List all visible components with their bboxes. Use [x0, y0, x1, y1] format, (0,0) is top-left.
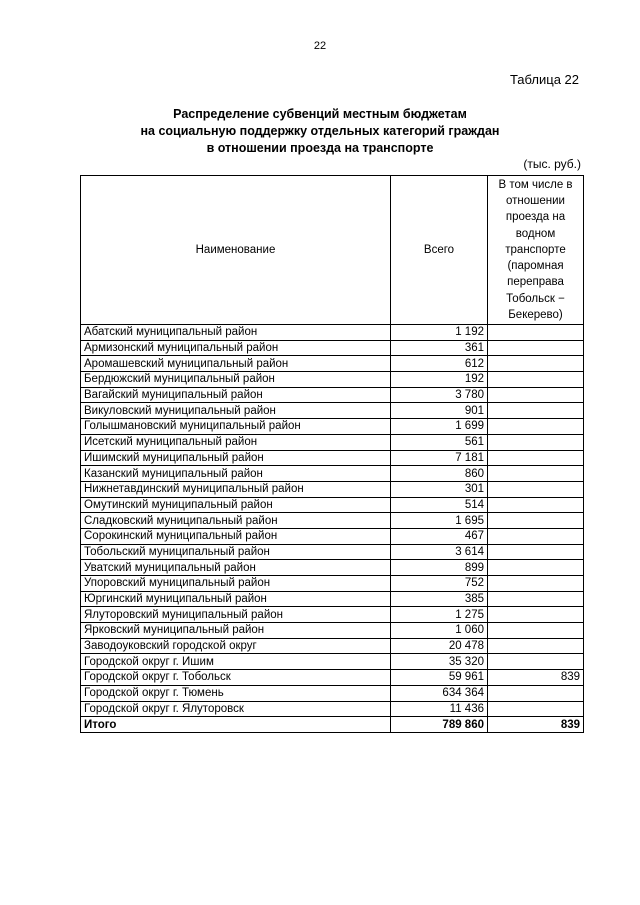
table-row [81, 497, 584, 513]
row-water [488, 607, 584, 623]
row-name: Исетский муниципальный район [81, 434, 391, 450]
table-body [81, 325, 584, 717]
row-total: 860 [391, 466, 488, 482]
row-total: 59 961 [391, 670, 488, 686]
table-row [81, 434, 584, 450]
row-name: Юргинский муниципальный район [81, 591, 391, 607]
row-total: 901 [391, 403, 488, 419]
row-water [488, 340, 584, 356]
row-total: 301 [391, 481, 488, 497]
row-total: 192 [391, 372, 488, 388]
row-total: 1 695 [391, 513, 488, 529]
table-label: Таблица 22 [509, 72, 579, 87]
table-row [81, 654, 584, 670]
row-name: Нижнетавдинский муниципальный район [81, 481, 391, 497]
row-name: Ишимский муниципальный район [81, 450, 391, 466]
row-total: 385 [391, 591, 488, 607]
row-total: 35 320 [391, 654, 488, 670]
row-water [488, 466, 584, 482]
row-water [488, 544, 584, 560]
row-water [488, 356, 584, 372]
row-total: 1 192 [391, 325, 488, 341]
table-row [81, 701, 584, 717]
title-line: Распределение субвенций местным бюджетам [173, 107, 467, 121]
subvention-table [80, 175, 584, 733]
table-row [81, 607, 584, 623]
header-water-transport: В том числе в отношении проезда на водном транспорте (паромная переправа Тобольск − Бекерево) [488, 176, 584, 325]
header-total: Всего [391, 176, 488, 325]
table-row [81, 560, 584, 576]
row-water [488, 419, 584, 435]
row-water [488, 403, 584, 419]
table-row [81, 450, 584, 466]
header-name: Наименование [81, 176, 391, 325]
row-name: Казанский муниципальный район [81, 466, 391, 482]
units-label: (тыс. руб.) [523, 157, 581, 171]
row-total: 7 181 [391, 450, 488, 466]
row-water [488, 701, 584, 717]
row-name: Бердюжский муниципальный район [81, 372, 391, 388]
row-total: 3 614 [391, 544, 488, 560]
row-total: 1 275 [391, 607, 488, 623]
row-water [488, 497, 584, 513]
table-row [81, 638, 584, 654]
total-label: Итого [81, 717, 391, 733]
row-name: Городской округ г. Тюмень [81, 685, 391, 701]
row-water [488, 654, 584, 670]
total-water-value: 839 [488, 717, 584, 733]
page-number: 22 [313, 40, 327, 52]
row-total: 752 [391, 576, 488, 592]
row-water [488, 685, 584, 701]
row-water [488, 528, 584, 544]
table-row [81, 419, 584, 435]
row-name: Голышмановский муниципальный район [81, 419, 391, 435]
row-total: 361 [391, 340, 488, 356]
table-row [81, 544, 584, 560]
table-row [81, 591, 584, 607]
row-water [488, 450, 584, 466]
row-name: Городской округ г. Ялуторовск [81, 701, 391, 717]
table-row [81, 340, 584, 356]
table-row [81, 623, 584, 639]
table-row [81, 387, 584, 403]
row-total: 11 436 [391, 701, 488, 717]
row-total: 899 [391, 560, 488, 576]
row-name: Городской округ г. Ишим [81, 654, 391, 670]
row-water [488, 372, 584, 388]
table-row [81, 356, 584, 372]
row-total: 561 [391, 434, 488, 450]
total-value: 789 860 [391, 717, 488, 733]
total-row [81, 717, 584, 733]
row-water [488, 434, 584, 450]
row-name: Упоровский муниципальный район [81, 576, 391, 592]
title-line: на социальную поддержку отдельных категорий граждан [140, 124, 500, 138]
row-total: 1 060 [391, 623, 488, 639]
row-total: 3 780 [391, 387, 488, 403]
table-row [81, 325, 584, 341]
table-row [81, 685, 584, 701]
row-name: Уватский муниципальный район [81, 560, 391, 576]
row-total: 514 [391, 497, 488, 513]
row-water [488, 638, 584, 654]
row-total: 634 364 [391, 685, 488, 701]
row-water [488, 387, 584, 403]
row-name: Викуловский муниципальный район [81, 403, 391, 419]
document-title [0, 106, 640, 157]
table-row [81, 372, 584, 388]
row-name: Тобольский муниципальный район [81, 544, 391, 560]
table-row [81, 576, 584, 592]
row-total: 20 478 [391, 638, 488, 654]
row-water [488, 481, 584, 497]
row-name: Сорокинский муниципальный район [81, 528, 391, 544]
table-row [81, 466, 584, 482]
row-name: Армизонский муниципальный район [81, 340, 391, 356]
table-row [81, 670, 584, 686]
row-water [488, 513, 584, 529]
row-name: Городской округ г. Тобольск [81, 670, 391, 686]
row-name: Сладковский муниципальный район [81, 513, 391, 529]
table-row [81, 528, 584, 544]
row-name: Заводоуковский городской округ [81, 638, 391, 654]
table-row [81, 513, 584, 529]
row-total: 1 699 [391, 419, 488, 435]
row-water [488, 560, 584, 576]
row-water: 839 [488, 670, 584, 686]
row-total: 467 [391, 528, 488, 544]
header-row [81, 176, 584, 325]
row-water [488, 591, 584, 607]
row-name: Ялуторовский муниципальный район [81, 607, 391, 623]
row-name: Омутинский муниципальный район [81, 497, 391, 513]
title-line: в отношении проезда на транспорте [206, 141, 434, 155]
row-water [488, 325, 584, 341]
row-total: 612 [391, 356, 488, 372]
row-water [488, 623, 584, 639]
row-water [488, 576, 584, 592]
row-name: Вагайский муниципальный район [81, 387, 391, 403]
row-name: Аромашевский муниципальный район [81, 356, 391, 372]
row-name: Абатский муниципальный район [81, 325, 391, 341]
table-row [81, 481, 584, 497]
table-row [81, 403, 584, 419]
row-name: Ярковский муниципальный район [81, 623, 391, 639]
